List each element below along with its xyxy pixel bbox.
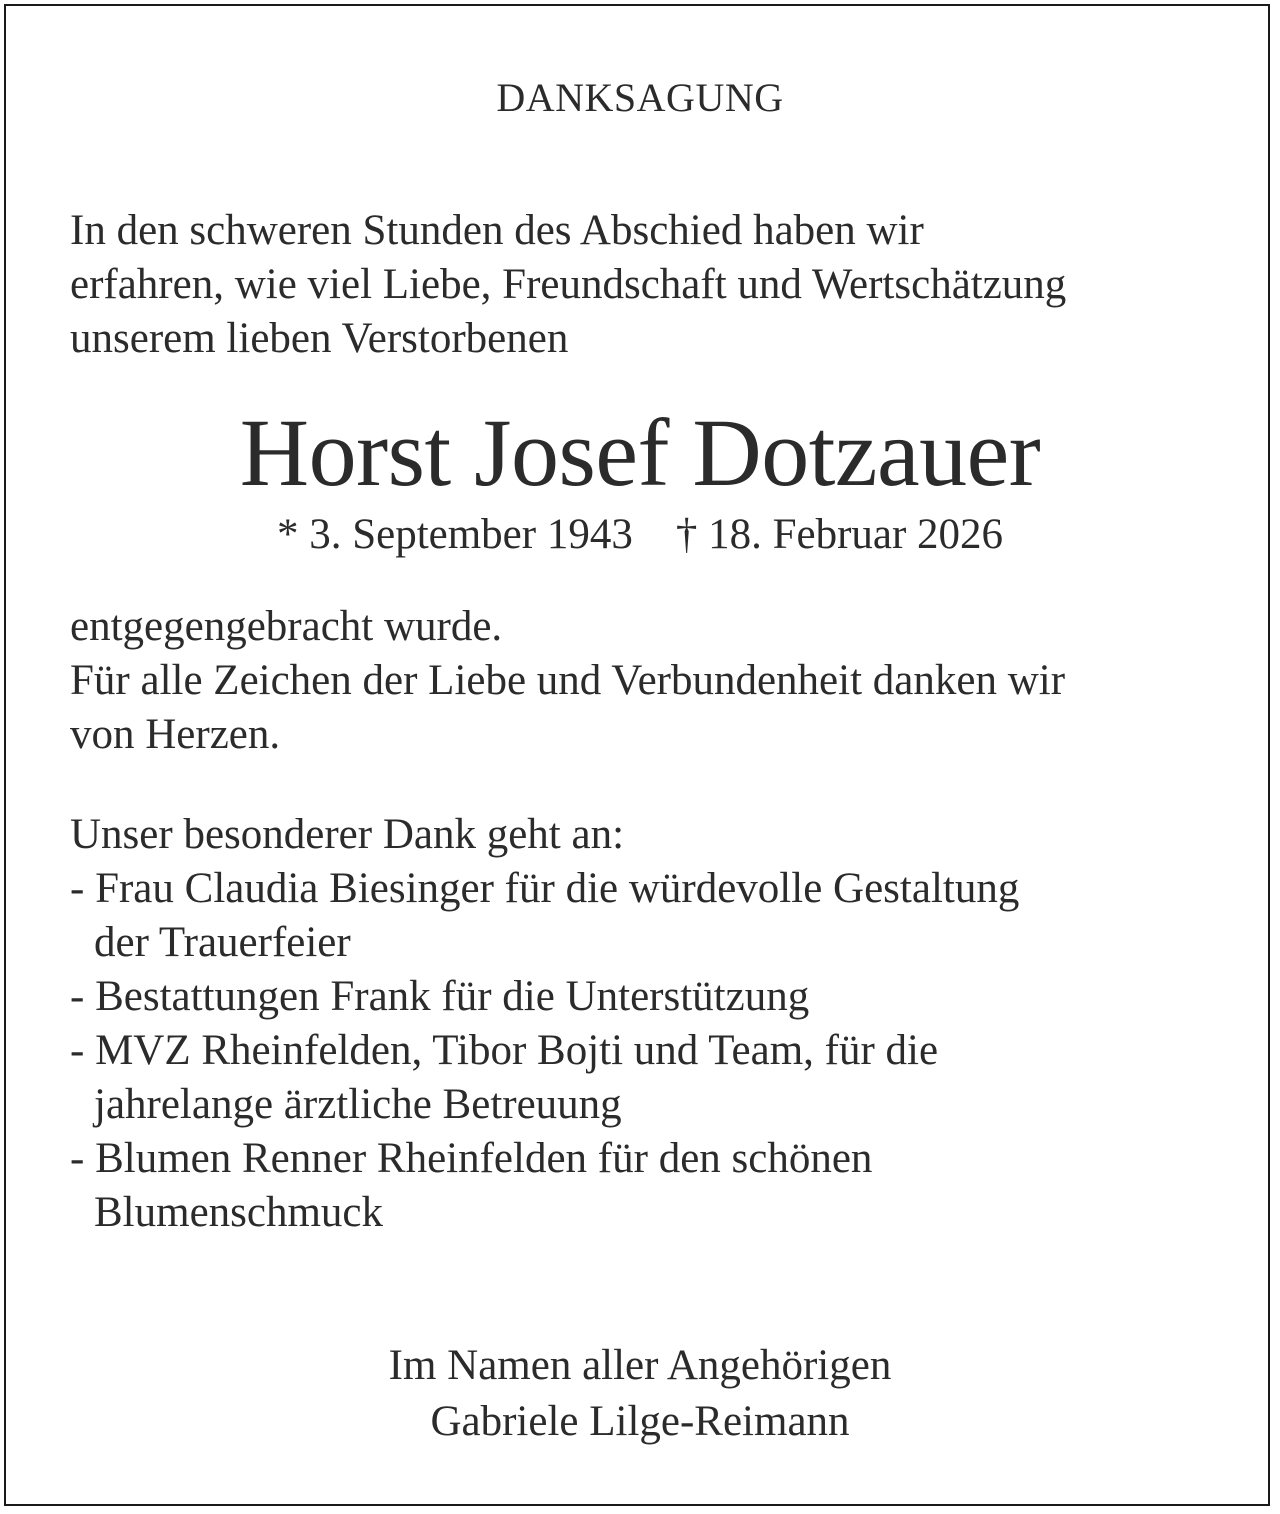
signature-line: Im Namen aller Angehörigen [388, 1342, 892, 1389]
outro-paragraph [70, 600, 1250, 762]
signature-name: Gabriele Lilge-Reimann [430, 1398, 850, 1445]
thanks-item-continuation: der Trauerfeier [94, 919, 351, 966]
deceased-name: Horst Josef Dotzauer [239, 399, 1041, 506]
intro-line: In den schweren Stunden des Abschied haben wir [70, 207, 924, 254]
outro-line: von Herzen. [70, 711, 281, 758]
notice-heading: DANKSAGUNG [496, 75, 784, 120]
outro-line: entgegengebracht wurde. [70, 603, 503, 650]
thanks-item-continuation: jahrelange ärztliche Betreuung [94, 1081, 622, 1128]
thanks-list [70, 808, 1250, 1240]
outro-line: Für alle Zeichen der Liebe und Verbundenheit danken wir [70, 657, 1066, 704]
intro-line: erfahren, wie viel Liebe, Freundschaft und Wertschätzung [70, 261, 1067, 308]
thanks-item: - Blumen Renner Rheinfelden für den schönen [70, 1135, 873, 1182]
thanks-item: - Bestattungen Frank für die Unterstützung [70, 973, 810, 1020]
death-date: † 18. Februar 2026 [675, 511, 1004, 558]
thanks-item: - MVZ Rheinfelden, Tibor Bojti und Team, für die [70, 1027, 939, 1074]
intro-line: unserem lieben Verstorbenen [70, 315, 569, 362]
thanks-item-continuation: Blumenschmuck [94, 1189, 384, 1236]
birth-date: * 3. September 1943 [276, 511, 633, 558]
intro-paragraph [70, 204, 1250, 366]
signature-block [0, 1338, 1280, 1450]
life-dates [0, 508, 1280, 562]
thanks-item: - Frau Claudia Biesinger für die würdevolle Gestaltung [70, 865, 1020, 912]
thanks-heading: Unser besonderer Dank geht an: [70, 811, 625, 858]
